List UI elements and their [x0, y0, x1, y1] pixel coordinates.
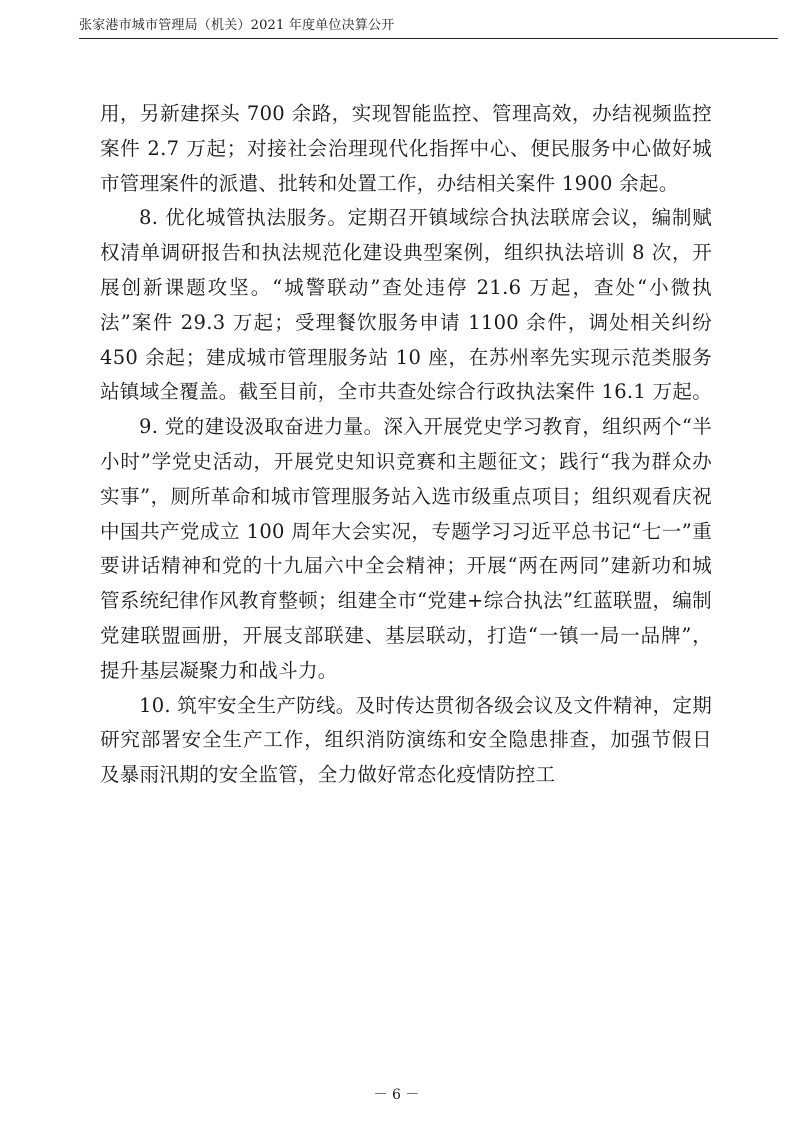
paragraph-item-10: 10. 筑牢安全生产防线。及时传达贯彻各级会议及文件精神，定期研究部署安全生产工作，组织消防演练和安全隐患排查，加强节假日及暴雨汛期的安全监管，全力做好常态化疫情防控工: [100, 693, 713, 787]
paragraph-continuation: 用，另新建探头 700 余路，实现智能监控、管理高效，办结视频监控案件 2.7 万起；对接社会治理现代化指挥中心、便民服务中心做好城市管理案件的派遣、批转和处置工作，办结相关案件 1900 余起。: [100, 102, 712, 195]
page-header: [79, 10, 778, 39]
page-number: － 6 －: [373, 1087, 420, 1103]
paragraph-item-8: 8. 优化城管执法服务。定期召开镇域综合执法联席会议，编制赋权清单调研报告和执法规范化建设典型案例，组织执法培训 8 次，开展创新课题攻坚。“城警联动”查处违停 21.6 万起，查处“小微执法”案件 29.3 万起；受理餐饮服务申请 1100 余件，调处相关纠纷 450 余起；建成城市管理服务站 10 座，在苏州率先实现示范类服务站镇域全覆盖。截至目前，全市共查处综合行政执法案件 16.1 万起。: [100, 206, 713, 404]
header-title: 张家港市城市管理局（机关）2021 年度单位决算公开: [79, 18, 395, 33]
document-body: [100, 97, 712, 793]
paragraph-item-9: 9. 党的建设汲取奋进力量。深入开展党史学习教育，组织两个“半小时”学党史活动，开展党史知识竞赛和主题征文；践行“我为群众办实事”，厕所革命和城市管理服务站入选市级重点项目；组织观看庆祝中国共产党成立 100 周年大会实况，专题学习习近平总书记“七一”重要讲话精神和党的十九届六中全会精神；开展“两在两同”建新功和城管系统纪律作风教育整顿；组建全市“党建+综合执法”红蓝联盟，编制党建联盟画册，开展支部联建、基层联动，打造“一镇一局一品牌”，提升基层凝聚力和战斗力。: [100, 415, 712, 682]
